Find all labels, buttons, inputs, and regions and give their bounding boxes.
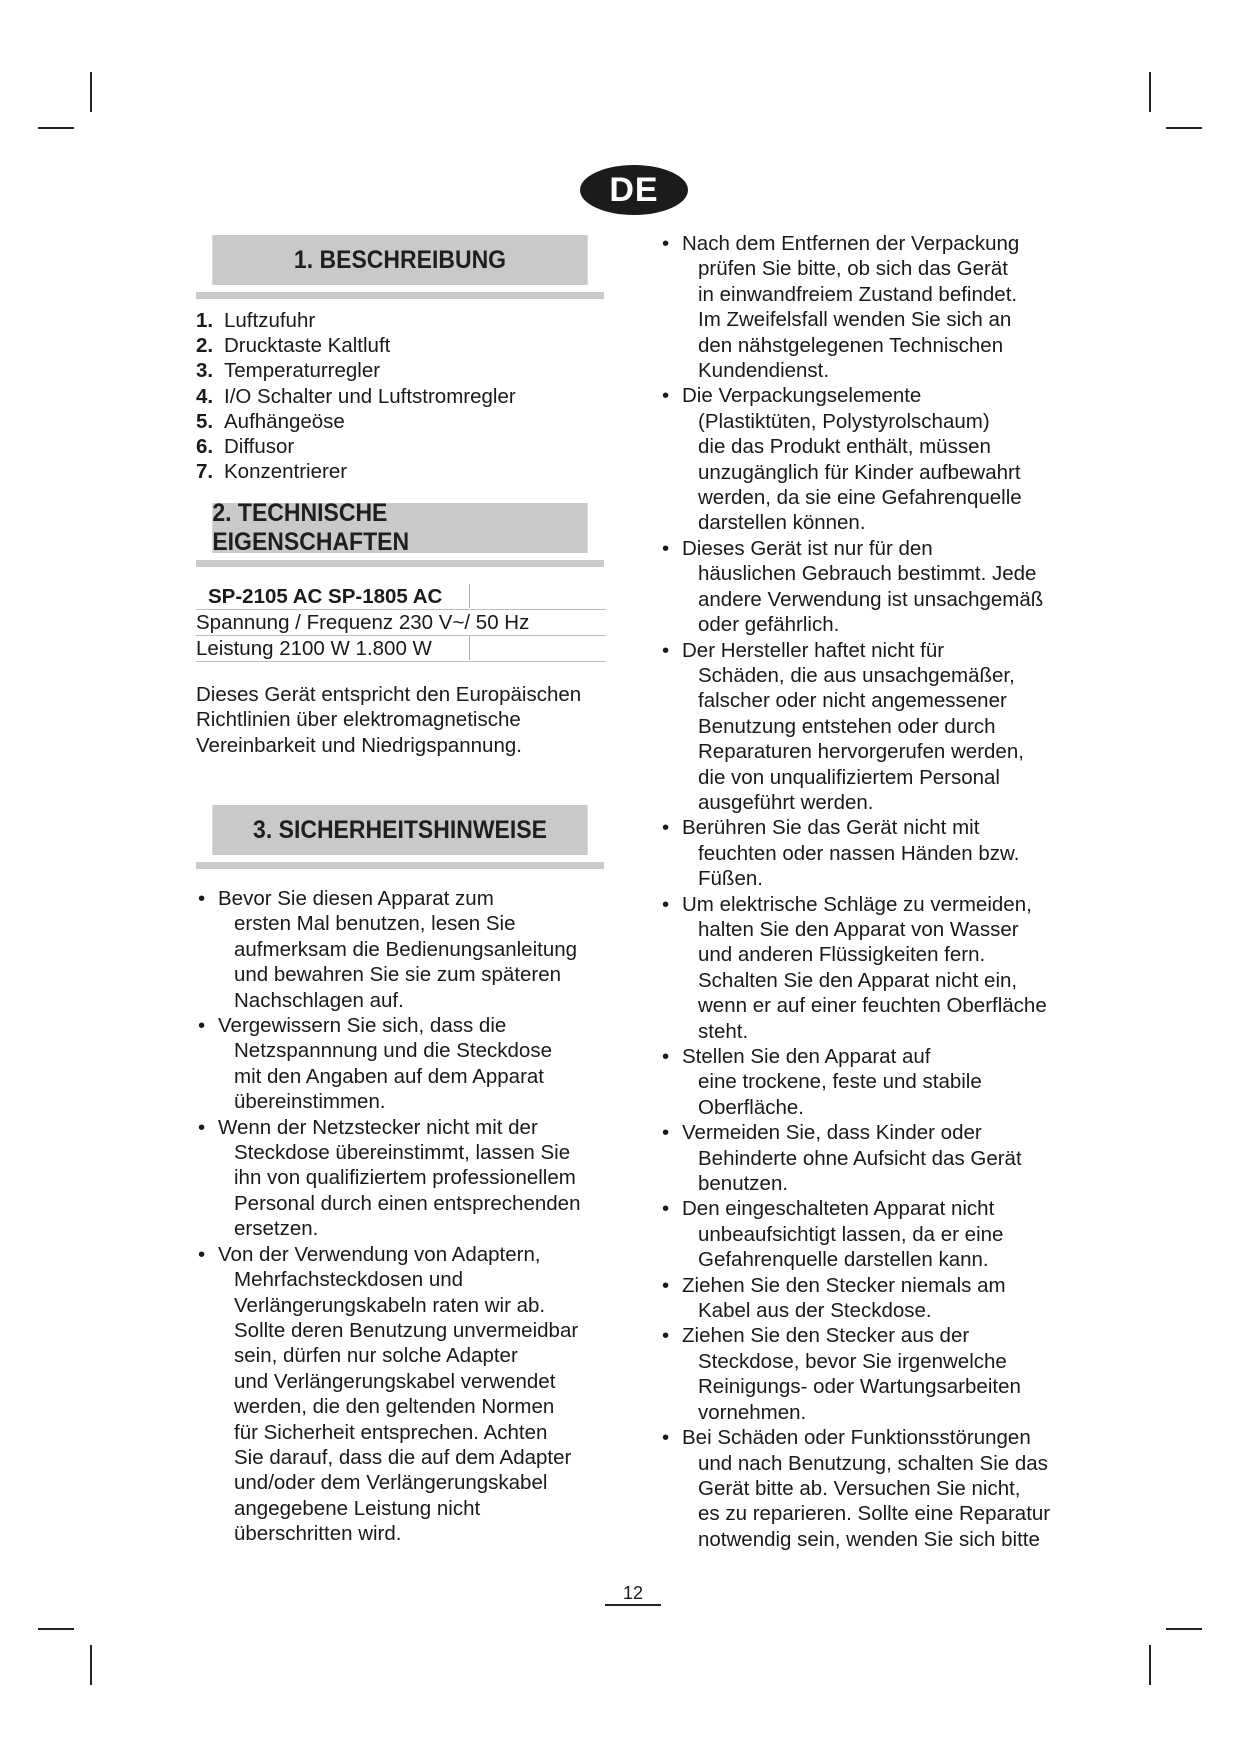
bullet-icon: •	[198, 1242, 206, 1266]
page-number: 12	[605, 1582, 661, 1606]
bullet-line: die von unqualifiziertem Personal	[698, 765, 1000, 789]
crop-mark	[1149, 1645, 1151, 1685]
bullet-line: Den eingeschalteten Apparat nicht	[682, 1197, 995, 1221]
bullet-line: Füßen.	[698, 867, 763, 891]
bullet-line: Schalten Sie den Apparat nicht ein,	[698, 968, 1018, 992]
bullet-line: Mehrfachsteckdosen und	[234, 1268, 464, 1292]
bullet-line: für Sicherheit entsprechen. Achten	[234, 1420, 548, 1444]
item-label: Aufhängeöse	[224, 409, 345, 433]
bullet-line: Bevor Sie diesen Apparat zum	[218, 887, 494, 910]
description-item	[196, 459, 516, 484]
bullet-icon: •	[662, 816, 670, 840]
spec-header-row	[196, 584, 606, 610]
item-number: 2.	[196, 334, 214, 358]
bullet-line: Vermeiden Sie, dass Kinder oder	[682, 1121, 982, 1145]
description-item	[196, 358, 516, 383]
bullet-icon: •	[662, 384, 670, 408]
safety-bullet	[660, 536, 1050, 638]
bullet-icon: •	[662, 1045, 670, 1068]
bullet-line: Reparaturen hervorgerufen werden,	[698, 740, 1024, 764]
crop-mark	[1166, 127, 1202, 129]
bullet-line: Um elektrische Schläge zu vermeiden,	[682, 892, 1032, 916]
bullet-line: Sollte deren Benutzung unvermeidbar	[234, 1318, 579, 1342]
bullet-line: Reinigungs- oder Wartungsarbeiten	[698, 1375, 1021, 1399]
bullet-line: Verlängerungskabeln raten wir ab.	[234, 1293, 546, 1317]
bullet-icon: •	[662, 1121, 670, 1145]
bullet-line: Benutzung entstehen oder durch	[698, 714, 996, 738]
table-divider	[469, 584, 470, 608]
bullet-line: und Verlängerungskabel verwendet	[234, 1369, 556, 1393]
bullet-line: und bewahren Sie sie zum späteren	[234, 963, 562, 987]
bullet-line: Ziehen Sie den Stecker niemals am	[682, 1273, 1006, 1297]
safety-bullet	[196, 886, 580, 1013]
bullet-line: darstellen können.	[698, 511, 866, 535]
section-rule	[196, 292, 604, 299]
bullet-line: Schäden, die aus unsachgemäßer,	[698, 663, 1015, 687]
bullet-line: ersten Mal benutzen, lesen Sie	[234, 912, 516, 936]
bullet-line: notwendig sein, wenden Sie sich bitte	[698, 1527, 1040, 1551]
bullet-icon: •	[662, 536, 670, 560]
bullet-line: halten Sie den Apparat von Wasser	[698, 917, 1019, 941]
bullet-line: steht.	[698, 1019, 749, 1043]
bullet-line: Behinderte ohne Aufsicht das Gerät	[698, 1146, 1022, 1170]
bullet-line: Dieses Gerät ist nur für den	[682, 536, 933, 560]
safety-bullet	[660, 1323, 1050, 1425]
bullet-line: falscher oder nicht angemessener	[698, 689, 1007, 713]
safety-bullet	[660, 1273, 1050, 1324]
spec-table	[196, 584, 606, 662]
bullet-line: ihn von qualifiziertem professionellem	[234, 1166, 576, 1190]
safety-bullet	[660, 892, 1050, 1044]
conformity-line: Dieses Gerät entspricht den Europäischen	[196, 683, 582, 706]
bullet-line: Wenn der Netzstecker nicht mit der	[218, 1115, 538, 1139]
bullet-line: prüfen Sie bitte, ob sich das Gerät	[698, 257, 1008, 281]
bullet-line: Sie darauf, dass die auf dem Adapter	[234, 1445, 572, 1469]
description-item	[196, 434, 516, 459]
bullet-icon: •	[662, 1426, 670, 1450]
bullet-line: Gefahrenquelle darstellen kann.	[698, 1248, 989, 1272]
bullet-line: Berühren Sie das Gerät nicht mit	[682, 816, 980, 840]
bullet-line: ersetzen.	[234, 1217, 319, 1241]
bullet-line: Im Zweifelsfall wenden Sie sich an	[698, 308, 1012, 332]
bullet-line: Personal durch einen entsprechenden	[234, 1191, 581, 1215]
description-item	[196, 409, 516, 434]
bullet-line: (Plastiktüten, Polystyrolschaum)	[698, 409, 990, 433]
bullet-line: mit den Angaben auf dem Apparat	[234, 1064, 545, 1088]
item-label: I/O Schalter und Luftstromregler	[224, 384, 516, 408]
description-item	[196, 333, 516, 358]
bullet-icon: •	[662, 1197, 670, 1221]
item-label: Diffusor	[224, 435, 295, 459]
item-label: Luftzufuhr	[224, 309, 316, 332]
spec-row-voltage	[196, 610, 606, 636]
bullet-line: Nach dem Entfernen der Verpackung	[682, 232, 1020, 255]
bullet-line: werden, die den geltenden Normen	[234, 1395, 555, 1419]
bullet-line: Bei Schäden oder Funktionsstörungen	[682, 1426, 1031, 1450]
item-number: 4.	[196, 384, 214, 408]
crop-mark	[90, 1645, 92, 1685]
bullet-icon: •	[198, 1014, 206, 1038]
item-number: 5.	[196, 409, 214, 433]
bullet-line: benutzen.	[698, 1172, 789, 1196]
safety-bullet	[196, 1013, 580, 1115]
safety-bullet	[660, 231, 1050, 383]
bullet-line: werden, da sie eine Gefahrenquelle	[698, 486, 1022, 510]
bullet-line: sein, dürfen nur solche Adapter	[234, 1344, 518, 1368]
conformity-line: Vereinbarkeit und Niedrigspannung.	[196, 733, 522, 757]
bullet-line: Ziehen Sie den Stecker aus der	[682, 1324, 970, 1348]
section-rule	[196, 862, 604, 869]
bullet-line: Nachschlagen auf.	[234, 988, 404, 1012]
section-header-sicherheitshinweise	[196, 805, 604, 869]
bullet-icon: •	[662, 232, 670, 255]
bullet-line: feuchten oder nassen Händen bzw.	[698, 841, 1020, 865]
bullet-line: Kundendienst.	[698, 359, 830, 383]
spec-header-models: SP-2105 AC SP-1805 AC	[208, 585, 443, 608]
safety-list-left	[196, 886, 580, 1547]
crop-mark	[38, 127, 74, 129]
section-title: 1. BESCHREIBUNG	[212, 235, 587, 285]
crop-mark	[1166, 1628, 1202, 1630]
bullet-line: Steckdose übereinstimmt, lassen Sie	[234, 1141, 571, 1165]
bullet-line: eine trockene, feste und stabile	[698, 1070, 982, 1094]
bullet-line: es zu reparieren. Sollte eine Reparatur	[698, 1502, 1051, 1526]
bullet-line: Vergewissern Sie sich, dass die	[218, 1014, 507, 1038]
bullet-line: in einwandfreiem Zustand befindet.	[698, 282, 1018, 306]
safety-bullet	[660, 638, 1050, 816]
bullet-icon: •	[662, 892, 670, 916]
bullet-icon: •	[662, 638, 670, 662]
bullet-line: den nähstgelegenen Technischen	[698, 333, 1004, 357]
section-header-beschreibung	[196, 235, 604, 299]
crop-mark	[90, 72, 92, 112]
safety-bullet	[660, 1425, 1050, 1552]
safety-bullet	[660, 1196, 1050, 1272]
bullet-line: häuslichen Gebrauch bestimmt. Jede	[698, 562, 1037, 586]
bullet-line: und/oder dem Verlängerungskabel	[234, 1471, 548, 1495]
item-label: Drucktaste Kaltluft	[224, 334, 391, 358]
bullet-line: Stellen Sie den Apparat auf	[682, 1045, 931, 1068]
bullet-line: Netzspannnung und die Steckdose	[234, 1039, 552, 1063]
bullet-line: und anderen Flüssigkeiten fern.	[698, 943, 986, 967]
conformity-text	[196, 682, 581, 758]
safety-bullet	[660, 1120, 1050, 1196]
crop-mark	[38, 1628, 74, 1630]
bullet-icon: •	[662, 1324, 670, 1348]
bullet-line: aufmerksam die Bedienungsanleitung	[234, 937, 578, 961]
bullet-line: andere Verwendung ist unsachgemäß	[698, 587, 1044, 611]
bullet-line: überschritten wird.	[234, 1522, 402, 1546]
item-label: Konzentrierer	[224, 460, 348, 484]
bullet-line: Kabel aus der Steckdose.	[698, 1299, 932, 1323]
section-header-technische-eigenschaften	[196, 499, 604, 567]
section-rule	[196, 560, 604, 567]
description-item	[196, 308, 516, 333]
bullet-line: Die Verpackungselemente	[682, 384, 922, 408]
spec-row-power	[196, 636, 606, 662]
bullet-icon: •	[198, 1115, 206, 1139]
spec-power: Leistung 2100 W 1.800 W	[196, 637, 432, 660]
bullet-icon: •	[662, 1273, 670, 1297]
bullet-line: angegebene Leistung nicht	[234, 1496, 481, 1520]
language-badge: DE	[580, 165, 688, 215]
bullet-line: Von der Verwendung von Adaptern,	[218, 1242, 541, 1266]
spec-voltage: Spannung / Frequenz 230 V~/ 50 Hz	[196, 611, 530, 634]
item-number: 3.	[196, 359, 214, 383]
bullet-line: übereinstimmen.	[234, 1090, 386, 1114]
section-title: 3. SICHERHEITSHINWEISE	[212, 805, 587, 855]
crop-mark	[1149, 72, 1151, 112]
safety-bullet	[660, 1044, 1050, 1120]
bullet-line: Oberfläche.	[698, 1095, 804, 1119]
bullet-line: Gerät bitte ab. Versuchen Sie nicht,	[698, 1476, 1021, 1500]
item-number: 7.	[196, 460, 214, 484]
bullet-line: unbeaufsichtigt lassen, da er eine	[698, 1222, 1004, 1246]
bullet-line: und nach Benutzung, schalten Sie das	[698, 1451, 1048, 1475]
description-item	[196, 384, 516, 409]
description-list	[196, 308, 516, 484]
section-title: 2. TECHNISCHE EIGENSCHAFTEN	[212, 503, 587, 553]
safety-bullet	[660, 815, 1050, 891]
bullet-line: vornehmen.	[698, 1400, 807, 1424]
bullet-line: wenn er auf einer feuchten Oberfläche	[698, 994, 1047, 1018]
bullet-line: oder gefährlich.	[698, 613, 840, 637]
table-divider	[469, 636, 470, 660]
item-label: Temperaturregler	[224, 359, 381, 383]
bullet-line: Steckdose, bevor Sie irgenwelche	[698, 1349, 1007, 1373]
safety-bullet	[660, 383, 1050, 535]
safety-bullet	[196, 1115, 580, 1242]
safety-list-right	[660, 231, 1050, 1552]
safety-bullet	[196, 1242, 580, 1547]
bullet-line: die das Produkt enthält, müssen	[698, 435, 991, 459]
bullet-line: unzugänglich für Kinder aufbewahrt	[698, 460, 1021, 484]
bullet-line: Der Hersteller haftet nicht für	[682, 638, 945, 662]
item-number: 1.	[196, 309, 214, 332]
bullet-line: ausgeführt werden.	[698, 790, 874, 814]
bullet-icon: •	[198, 887, 206, 910]
conformity-line: Richtlinien über elektromagnetische	[196, 708, 521, 732]
item-number: 6.	[196, 435, 214, 459]
